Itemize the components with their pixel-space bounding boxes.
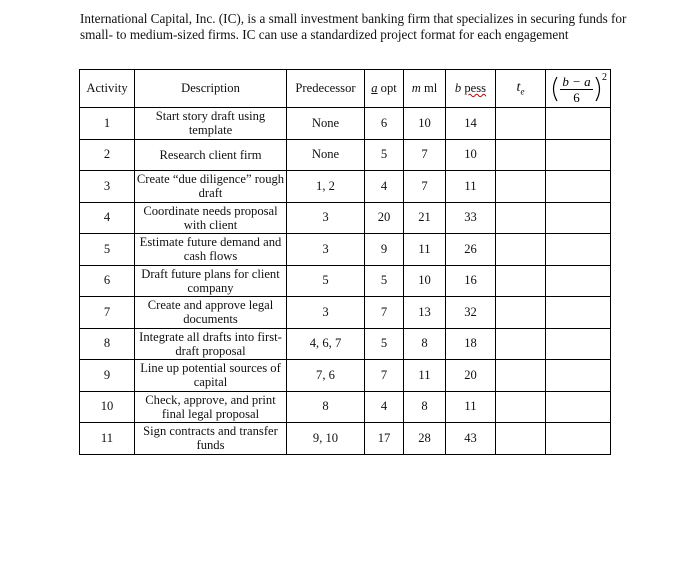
cell-expected-time — [496, 108, 546, 140]
cell-predecessor: 3 — [287, 234, 365, 266]
cell-description: Line up potential sources of capital — [135, 360, 287, 392]
cell-most-likely: 10 — [404, 108, 446, 140]
cell-variance — [546, 108, 611, 140]
cell-activity: 8 — [80, 328, 135, 360]
cell-variance — [546, 139, 611, 171]
cell-pessimistic: 14 — [446, 108, 496, 140]
cell-description: Start story draft using template — [135, 108, 287, 140]
cell-predecessor: 1, 2 — [287, 171, 365, 203]
header-activity: Activity — [80, 70, 135, 108]
table-row — [80, 139, 611, 171]
cell-pessimistic: 32 — [446, 297, 496, 329]
header-most-likely: m ml — [404, 70, 446, 108]
svg-text:b − a: b − a — [562, 73, 591, 89]
cell-most-likely: 7 — [404, 139, 446, 171]
table-row — [80, 391, 611, 423]
cell-variance — [546, 297, 611, 329]
cell-pessimistic: 18 — [446, 328, 496, 360]
header-expected-time: $t_e$ — [496, 70, 546, 108]
cell-activity: 1 — [80, 108, 135, 140]
table-row — [80, 234, 611, 266]
cell-optimistic: 5 — [365, 139, 404, 171]
cell-pessimistic: 33 — [446, 202, 496, 234]
cell-variance — [546, 360, 611, 392]
cell-most-likely: 28 — [404, 423, 446, 455]
table-row — [80, 202, 611, 234]
cell-expected-time — [496, 328, 546, 360]
table-row — [80, 108, 611, 140]
cell-optimistic: 7 — [365, 360, 404, 392]
cell-expected-time — [496, 202, 546, 234]
cell-predecessor: 3 — [287, 202, 365, 234]
cell-activity: 3 — [80, 171, 135, 203]
cell-activity: 6 — [80, 265, 135, 297]
cell-pessimistic: 11 — [446, 391, 496, 423]
cell-expected-time — [496, 171, 546, 203]
cell-variance — [546, 234, 611, 266]
project-activity-table — [79, 69, 611, 455]
table-header-row — [80, 70, 611, 108]
cell-variance — [546, 328, 611, 360]
cell-description: Create “due diligence” rough draft — [135, 171, 287, 203]
cell-activity: 9 — [80, 360, 135, 392]
table-row — [80, 297, 611, 329]
cell-expected-time — [496, 297, 546, 329]
cell-description: Integrate all drafts into first-draft proposal — [135, 328, 287, 360]
cell-expected-time — [496, 234, 546, 266]
cell-predecessor: None — [287, 108, 365, 140]
cell-optimistic: 5 — [365, 328, 404, 360]
svg-text:2: 2 — [602, 71, 607, 83]
cell-description: Coordinate needs proposal with client — [135, 202, 287, 234]
cell-pessimistic: 10 — [446, 139, 496, 171]
cell-activity: 11 — [80, 423, 135, 455]
header-pessimistic: b pess — [446, 70, 496, 108]
cell-optimistic: 5 — [365, 265, 404, 297]
cell-most-likely: 7 — [404, 171, 446, 203]
cell-optimistic: 20 — [365, 202, 404, 234]
cell-expected-time — [496, 360, 546, 392]
table-row — [80, 265, 611, 297]
table-row — [80, 328, 611, 360]
cell-description: Create and approve legal documents — [135, 297, 287, 329]
cell-optimistic: 9 — [365, 234, 404, 266]
cell-optimistic: 6 — [365, 108, 404, 140]
cell-activity: 2 — [80, 139, 135, 171]
cell-optimistic: 4 — [365, 171, 404, 203]
cell-predecessor: 7, 6 — [287, 360, 365, 392]
cell-pessimistic: 26 — [446, 234, 496, 266]
cell-variance — [546, 423, 611, 455]
cell-optimistic: 17 — [365, 423, 404, 455]
cell-most-likely: 11 — [404, 360, 446, 392]
cell-pessimistic: 20 — [446, 360, 496, 392]
variance-formula-icon — [548, 72, 608, 106]
cell-activity: 4 — [80, 202, 135, 234]
cell-most-likely: 8 — [404, 391, 446, 423]
cell-most-likely: 13 — [404, 297, 446, 329]
cell-variance — [546, 202, 611, 234]
cell-predecessor: 3 — [287, 297, 365, 329]
table-row — [80, 171, 611, 203]
cell-description: Research client firm — [135, 139, 287, 171]
cell-expected-time — [496, 391, 546, 423]
header-predecessor: Predecessor — [287, 70, 365, 108]
cell-predecessor: 9, 10 — [287, 423, 365, 455]
cell-predecessor: 4, 6, 7 — [287, 328, 365, 360]
intro-paragraph: International Capital, Inc. (IC), is a small investment banking firm that specializes in securing funds for small- to medium-sized firms. IC can use a standardized project format for each engagement — [80, 11, 627, 42]
cell-most-likely: 10 — [404, 265, 446, 297]
cell-variance — [546, 265, 611, 297]
cell-variance — [546, 171, 611, 203]
cell-expected-time — [496, 265, 546, 297]
header-optimistic: a opt — [365, 70, 404, 108]
header-variance — [546, 70, 611, 108]
cell-pessimistic: 43 — [446, 423, 496, 455]
cell-activity: 7 — [80, 297, 135, 329]
cell-pessimistic: 11 — [446, 171, 496, 203]
cell-predecessor: None — [287, 139, 365, 171]
cell-most-likely: 8 — [404, 328, 446, 360]
cell-most-likely: 11 — [404, 234, 446, 266]
cell-description: Estimate future demand and cash flows — [135, 234, 287, 266]
cell-description: Check, approve, and print final legal proposal — [135, 391, 287, 423]
cell-predecessor: 5 — [287, 265, 365, 297]
cell-pessimistic: 16 — [446, 265, 496, 297]
cell-description: Draft future plans for client company — [135, 265, 287, 297]
cell-most-likely: 21 — [404, 202, 446, 234]
header-description: Description — [135, 70, 287, 108]
cell-optimistic: 4 — [365, 391, 404, 423]
cell-description: Sign contracts and transfer funds — [135, 423, 287, 455]
cell-activity: 10 — [80, 391, 135, 423]
cell-variance — [546, 391, 611, 423]
cell-predecessor: 8 — [287, 391, 365, 423]
table-row — [80, 423, 611, 455]
cell-expected-time — [496, 423, 546, 455]
cell-expected-time — [496, 139, 546, 171]
svg-text:6: 6 — [573, 89, 580, 105]
cell-activity: 5 — [80, 234, 135, 266]
cell-optimistic: 7 — [365, 297, 404, 329]
table-row — [80, 360, 611, 392]
